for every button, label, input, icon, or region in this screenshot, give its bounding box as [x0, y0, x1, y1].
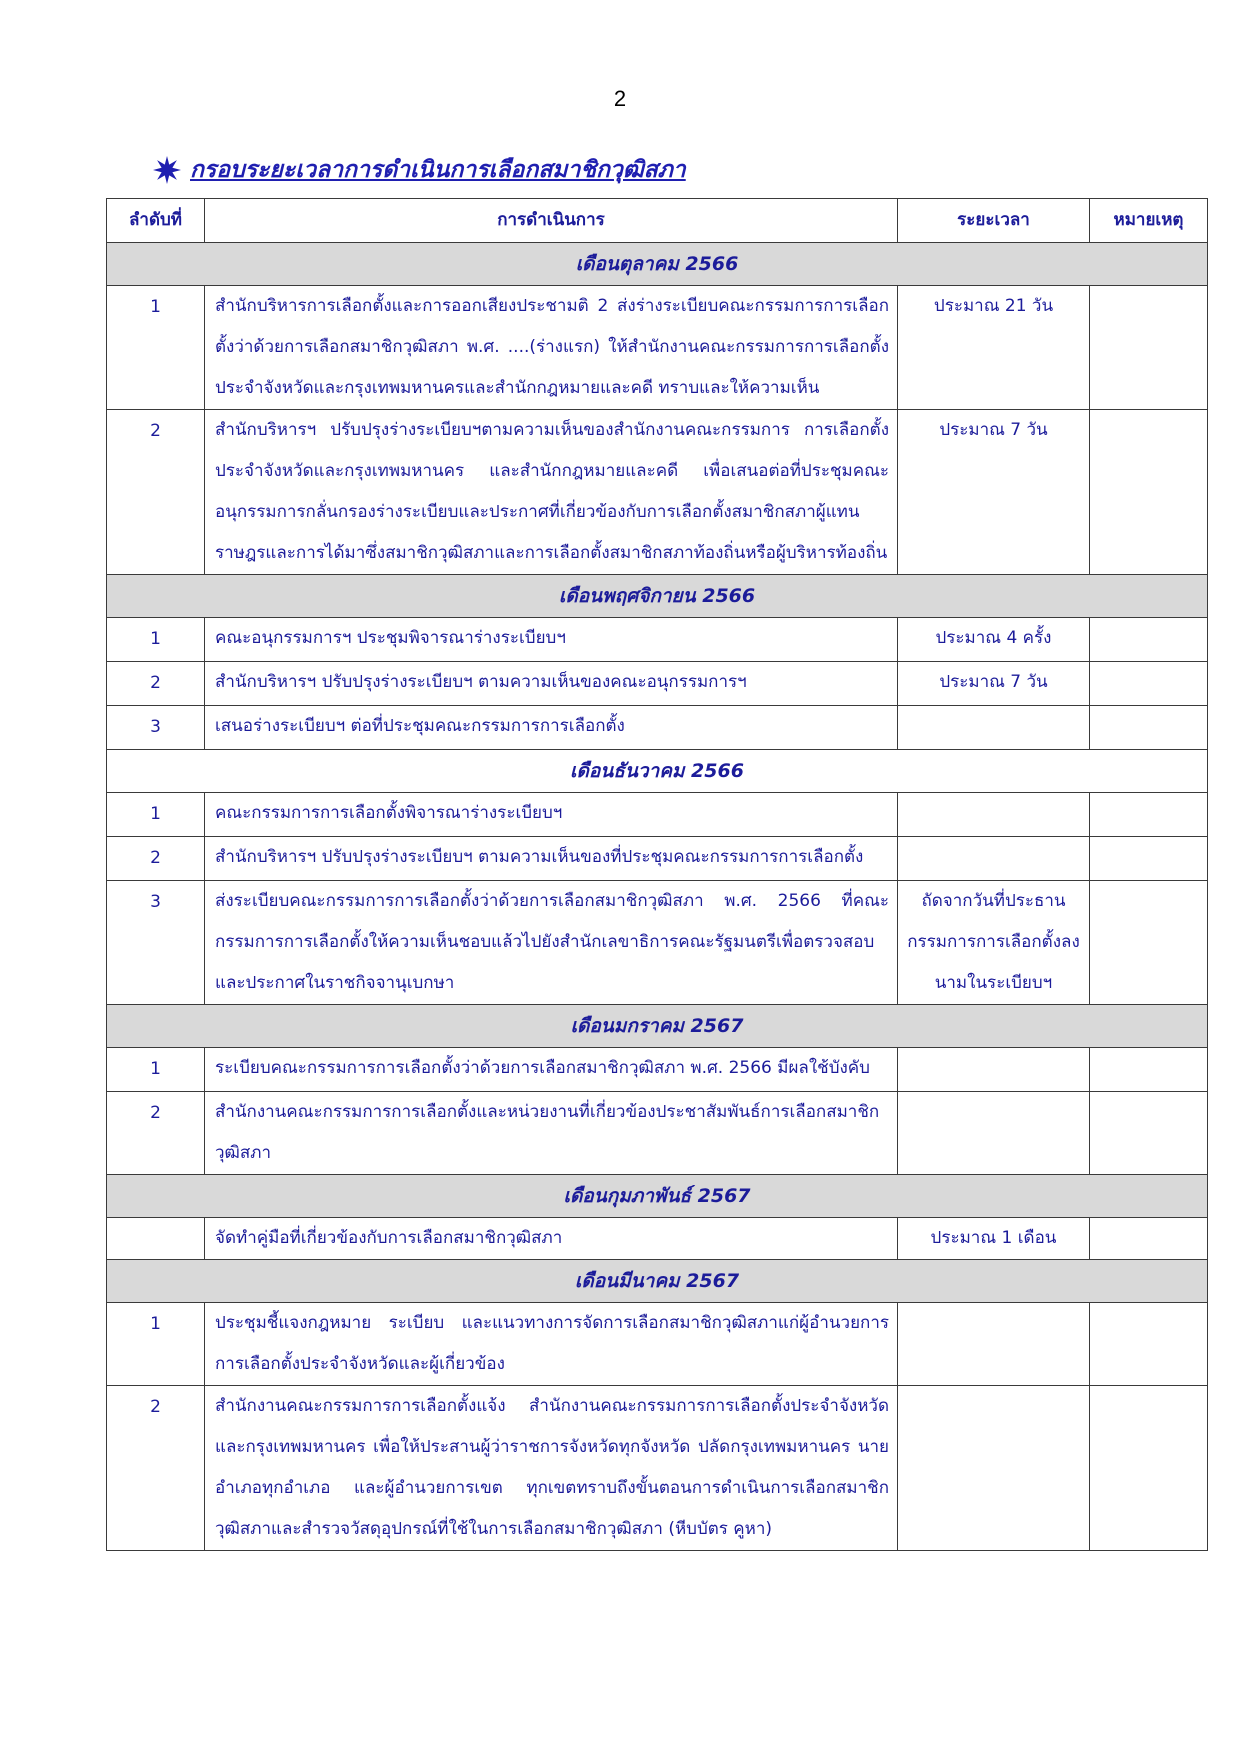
- month-row: [107, 750, 1208, 793]
- month-row: [107, 1175, 1208, 1218]
- table-row: [107, 618, 1208, 662]
- row-duration: ประมาณ 21 วัน: [898, 286, 1090, 410]
- row-number: 1: [107, 286, 205, 410]
- row-duration: ประมาณ 4 ครั้ง: [898, 618, 1090, 662]
- month-row: [107, 1005, 1208, 1048]
- row-remark: [1090, 837, 1208, 881]
- row-remark: [1090, 286, 1208, 410]
- table-row: [107, 881, 1208, 1005]
- row-number: 1: [107, 793, 205, 837]
- row-activity: ส่งระเบียบคณะกรรมการการเลือกตั้งว่าด้วยการเลือกสมาชิกวุฒิสภา พ.ศ. 2566 ที่คณะกรรมการการเลือกตั้งให้ความเห็นชอบแล้วไปยังสำนักเลขาธิการคณะรัฐมนตรีเพื่อตรวจสอบและประกาศในราชกิจจานุเบกษา: [205, 881, 898, 1005]
- row-activity: สำนักบริหารฯ ปรับปรุงร่างระเบียบฯ ตามความเห็นของที่ประชุมคณะกรรมการการเลือกตั้ง: [205, 837, 898, 881]
- table-row: [107, 706, 1208, 750]
- header-activity: การดำเนินการ: [205, 199, 898, 243]
- row-activity: สำนักบริหารการเลือกตั้งและการออกเสียงประชามติ 2 ส่งร่างระเบียบคณะกรรมการการเลือกตั้งว่าด้วยการเลือกสมาชิกวุฒิสภา พ.ศ. ....(ร่างแรก) ให้สำนักงานคณะกรรมการการเลือกตั้งประจำจังหวัดและกรุงเทพมหานครและสำนักกฎหมายและคดี ทราบและให้ความเห็น: [205, 286, 898, 410]
- row-activity: ประชุมชี้แจงกฎหมาย ระเบียบ และแนวทางการจัดการเลือกสมาชิกวุฒิสภาแก่ผู้อำนวยการการเลือกตั้งประจำจังหวัดและผู้เกี่ยวข้อง: [205, 1303, 898, 1386]
- row-number: 2: [107, 410, 205, 575]
- month-label: เดือนมีนาคม 2567: [107, 1260, 1208, 1303]
- table-row: [107, 286, 1208, 410]
- table-row: [107, 1386, 1208, 1551]
- month-label: เดือนตุลาคม 2566: [107, 243, 1208, 286]
- month-label: เดือนมกราคม 2567: [107, 1005, 1208, 1048]
- month-label: เดือนกุมภาพันธ์ 2567: [107, 1175, 1208, 1218]
- month-row: [107, 575, 1208, 618]
- table-row: [107, 1303, 1208, 1386]
- table-row: [107, 410, 1208, 575]
- row-activity: ระเบียบคณะกรรมการการเลือกตั้งว่าด้วยการเลือกสมาชิกวุฒิสภา พ.ศ. 2566 มีผลใช้บังคับ: [205, 1048, 898, 1092]
- row-activity: สำนักบริหารฯ ปรับปรุงร่างระเบียบฯ ตามความเห็นของคณะอนุกรรมการฯ: [205, 662, 898, 706]
- row-duration: ประมาณ 7 วัน: [898, 410, 1090, 575]
- month-label: เดือนพฤศจิกายน 2566: [107, 575, 1208, 618]
- row-number: 2: [107, 662, 205, 706]
- row-remark: [1090, 706, 1208, 750]
- schedule-body: [107, 243, 1208, 1551]
- month-row: [107, 1260, 1208, 1303]
- row-remark: [1090, 793, 1208, 837]
- document-title: [152, 152, 686, 188]
- row-activity: เสนอร่างระเบียบฯ ต่อที่ประชุมคณะกรรมการการเลือกตั้ง: [205, 706, 898, 750]
- row-remark: [1090, 1048, 1208, 1092]
- row-duration: [898, 793, 1090, 837]
- row-remark: [1090, 1092, 1208, 1175]
- document-title-text: กรอบระยะเวลาการดำเนินการเลือกสมาชิกวุฒิสภา: [190, 157, 686, 183]
- row-duration: ประมาณ 1 เดือน: [898, 1218, 1090, 1260]
- row-remark: [1090, 881, 1208, 1005]
- row-remark: [1090, 1303, 1208, 1386]
- row-remark: [1090, 1218, 1208, 1260]
- row-number: 2: [107, 1386, 205, 1551]
- row-number: 2: [107, 837, 205, 881]
- row-duration: ถัดจากวันที่ประธานกรรมการการเลือกตั้งลงนามในระเบียบฯ: [898, 881, 1090, 1005]
- row-number: 1: [107, 1303, 205, 1386]
- row-remark: [1090, 618, 1208, 662]
- row-duration: [898, 1048, 1090, 1092]
- row-duration: [898, 706, 1090, 750]
- row-number: 3: [107, 706, 205, 750]
- page-number: 2: [613, 86, 627, 111]
- star-burst-icon: [152, 155, 182, 185]
- header-no: ลำดับที่: [107, 199, 205, 243]
- row-activity: สำนักบริหารฯ ปรับปรุงร่างระเบียบฯตามความเห็นของสำนักงานคณะกรรมการ การเลือกตั้งประจำจังหวัดและกรุงเทพมหานคร และสำนักกฎหมายและคดี เพื่อเสนอต่อที่ประชุมคณะอนุกรรมการกลั่นกรองร่างระเบียบและประกาศที่เกี่ยวข้องกับการเลือกตั้งสมาชิกสภาผู้แทนราษฎรและการได้มาซึ่งสมาชิกวุฒิสภาและการเลือกตั้งสมาชิกสภาท้องถิ่นหรือผู้บริหารท้องถิ่น: [205, 410, 898, 575]
- header-duration: ระยะเวลา: [898, 199, 1090, 243]
- table-row: [107, 1218, 1208, 1260]
- row-remark: [1090, 662, 1208, 706]
- row-number: 1: [107, 1048, 205, 1092]
- row-number: 3: [107, 881, 205, 1005]
- table-row: [107, 1048, 1208, 1092]
- row-number: 1: [107, 618, 205, 662]
- row-activity: คณะอนุกรรมการฯ ประชุมพิจารณาร่างระเบียบฯ: [205, 618, 898, 662]
- month-row: [107, 243, 1208, 286]
- table-row: [107, 662, 1208, 706]
- table-row: [107, 1092, 1208, 1175]
- row-duration: ประมาณ 7 วัน: [898, 662, 1090, 706]
- row-activity: สำนักงานคณะกรรมการการเลือกตั้งและหน่วยงานที่เกี่ยวข้องประชาสัมพันธ์การเลือกสมาชิกวุฒิสภา: [205, 1092, 898, 1175]
- schedule-table: [106, 198, 1208, 1551]
- row-duration: [898, 1386, 1090, 1551]
- header-remark: หมายเหตุ: [1090, 199, 1208, 243]
- row-number: 2: [107, 1092, 205, 1175]
- row-activity: คณะกรรมการการเลือกตั้งพิจารณาร่างระเบียบฯ: [205, 793, 898, 837]
- row-activity: สำนักงานคณะกรรมการการเลือกตั้งแจ้ง สำนักงานคณะกรรมการการเลือกตั้งประจำจังหวัดและกรุงเทพมหานคร เพื่อให้ประสานผู้ว่าราชการจังหวัดทุกจังหวัด ปลัดกรุงเทพมหานคร นายอำเภอทุกอำเภอ และผู้อำนวยการเขต ทุกเขตทราบถึงขั้นตอนการดำเนินการเลือกสมาชิกวุฒิสภาและสำรวจวัสดุอุปกรณ์ที่ใช้ในการเลือกสมาชิกวุฒิสภา (หีบบัตร คูหา): [205, 1386, 898, 1551]
- table-row: [107, 837, 1208, 881]
- row-number: [107, 1218, 205, 1260]
- row-duration: [898, 837, 1090, 881]
- row-remark: [1090, 410, 1208, 575]
- table-header-row: [107, 199, 1208, 243]
- row-duration: [898, 1092, 1090, 1175]
- month-label: เดือนธันวาคม 2566: [107, 750, 1208, 793]
- row-activity: จัดทำคู่มือที่เกี่ยวข้องกับการเลือกสมาชิกวุฒิสภา: [205, 1218, 898, 1260]
- row-remark: [1090, 1386, 1208, 1551]
- table-row: [107, 793, 1208, 837]
- row-duration: [898, 1303, 1090, 1386]
